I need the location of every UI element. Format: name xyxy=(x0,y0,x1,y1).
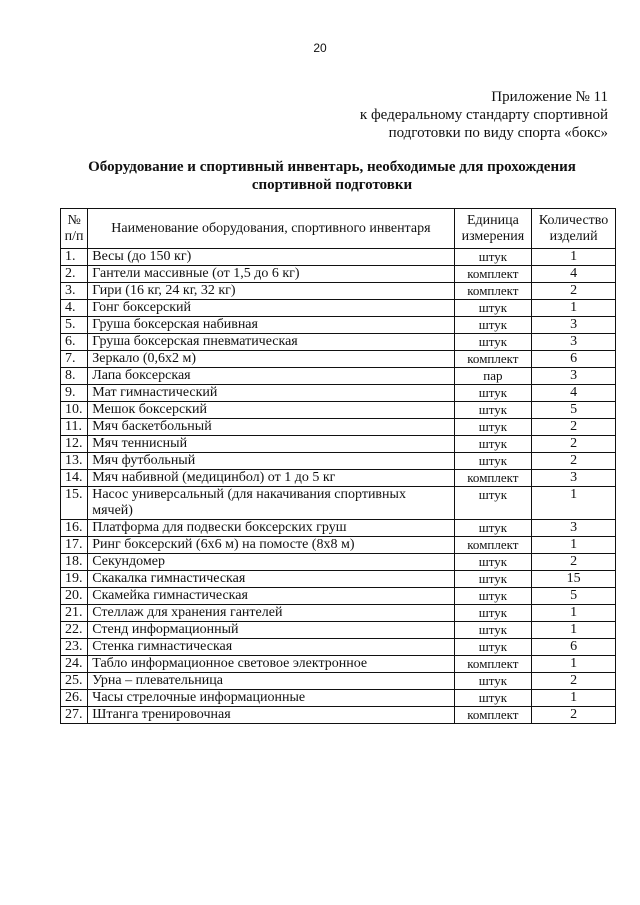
item-unit: штук xyxy=(454,300,532,317)
item-quantity: 1 xyxy=(532,249,616,266)
row-number: 24. xyxy=(61,656,88,673)
row-number: 9. xyxy=(61,385,88,402)
item-unit: комплект xyxy=(454,283,532,300)
table-row xyxy=(61,487,616,520)
table-row xyxy=(61,283,616,300)
item-unit: пар xyxy=(454,368,532,385)
item-name: Секундомер xyxy=(88,554,454,571)
appendix-header xyxy=(248,88,608,142)
title-line-1: Оборудование и спортивный инвентарь, необходимые для прохождения xyxy=(88,159,576,175)
table-row xyxy=(61,368,616,385)
row-number: 27. xyxy=(61,707,88,724)
row-number: 11. xyxy=(61,419,88,436)
item-unit: комплект xyxy=(454,266,532,283)
item-name: Стенд информационный xyxy=(88,622,454,639)
item-unit: комплект xyxy=(454,707,532,724)
row-number: 18. xyxy=(61,554,88,571)
item-name: Мат гимнастический xyxy=(88,385,454,402)
table-row xyxy=(61,334,616,351)
item-quantity: 3 xyxy=(532,520,616,537)
table-body xyxy=(61,249,616,724)
table-row xyxy=(61,690,616,707)
table-row xyxy=(61,436,616,453)
item-name: Урна – плевательница xyxy=(88,673,454,690)
table-row xyxy=(61,537,616,554)
item-name: Скамейка гимнастическая xyxy=(88,588,454,605)
item-unit: штук xyxy=(454,690,532,707)
row-number: 26. xyxy=(61,690,88,707)
item-quantity: 4 xyxy=(532,385,616,402)
table-row xyxy=(61,622,616,639)
item-quantity: 3 xyxy=(532,470,616,487)
item-name: Платформа для подвески боксерских груш xyxy=(88,520,454,537)
row-number: 3. xyxy=(61,283,88,300)
table-row xyxy=(61,453,616,470)
item-quantity: 1 xyxy=(532,300,616,317)
table-row xyxy=(61,351,616,368)
header-unit xyxy=(454,209,532,249)
row-number: 2. xyxy=(61,266,88,283)
item-name: Гири (16 кг, 24 кг, 32 кг) xyxy=(88,283,454,300)
header-number-line-1: № xyxy=(67,212,81,228)
table-header-row xyxy=(61,209,616,249)
table-row xyxy=(61,639,616,656)
item-unit: штук xyxy=(454,605,532,622)
row-number: 12. xyxy=(61,436,88,453)
table-row xyxy=(61,554,616,571)
table-row xyxy=(61,588,616,605)
document-title xyxy=(62,158,602,194)
item-unit: комплект xyxy=(454,656,532,673)
header-unit-line-2: измерения xyxy=(461,228,525,244)
title-line-2: спортивной подготовки xyxy=(251,177,413,193)
item-quantity: 1 xyxy=(532,622,616,639)
header-number xyxy=(61,209,88,249)
equipment-table xyxy=(60,208,616,724)
item-unit: штук xyxy=(454,520,532,537)
item-quantity: 4 xyxy=(532,266,616,283)
item-quantity: 1 xyxy=(532,487,616,520)
item-unit: штук xyxy=(454,487,532,520)
item-name: Часы стрелочные информационные xyxy=(88,690,454,707)
item-unit: штук xyxy=(454,402,532,419)
row-number: 13. xyxy=(61,453,88,470)
row-number: 20. xyxy=(61,588,88,605)
row-number: 21. xyxy=(61,605,88,622)
row-number: 7. xyxy=(61,351,88,368)
table-row xyxy=(61,470,616,487)
row-number: 10. xyxy=(61,402,88,419)
item-quantity: 2 xyxy=(532,707,616,724)
row-number: 8. xyxy=(61,368,88,385)
item-quantity: 3 xyxy=(532,317,616,334)
item-name: Скакалка гимнастическая xyxy=(88,571,454,588)
item-quantity: 1 xyxy=(532,537,616,554)
item-unit: штук xyxy=(454,571,532,588)
row-number: 25. xyxy=(61,673,88,690)
item-quantity: 6 xyxy=(532,351,616,368)
item-name: Табло информационное световое электронное xyxy=(88,656,454,673)
table-row xyxy=(61,707,616,724)
table-row xyxy=(61,266,616,283)
item-name: Груша боксерская набивная xyxy=(88,317,454,334)
item-quantity: 2 xyxy=(532,673,616,690)
table-row xyxy=(61,571,616,588)
row-number: 19. xyxy=(61,571,88,588)
item-name: Ринг боксерский (6х6 м) на помосте (8х8 м) xyxy=(88,537,454,554)
table-row xyxy=(61,249,616,266)
item-quantity: 5 xyxy=(532,588,616,605)
header-unit-line-1: Единица xyxy=(466,212,519,228)
header-name: Наименование оборудования, спортивного инвентаря xyxy=(88,209,454,249)
row-number: 15. xyxy=(61,487,88,520)
item-quantity: 2 xyxy=(532,554,616,571)
header-quantity xyxy=(532,209,616,249)
item-unit: штук xyxy=(454,453,532,470)
item-quantity: 1 xyxy=(532,656,616,673)
item-name: Зеркало (0,6х2 м) xyxy=(88,351,454,368)
item-quantity: 1 xyxy=(532,605,616,622)
row-number: 1. xyxy=(61,249,88,266)
item-quantity: 5 xyxy=(532,402,616,419)
table-row xyxy=(61,419,616,436)
item-quantity: 2 xyxy=(532,436,616,453)
item-name: Лапа боксерская xyxy=(88,368,454,385)
item-name: Штанга тренировочная xyxy=(88,707,454,724)
item-unit: штук xyxy=(454,334,532,351)
item-quantity: 3 xyxy=(532,334,616,351)
row-number: 5. xyxy=(61,317,88,334)
appendix-line-1: Приложение № 11 xyxy=(491,89,608,105)
item-quantity: 15 xyxy=(532,571,616,588)
row-number: 22. xyxy=(61,622,88,639)
item-name: Мяч баскетбольный xyxy=(88,419,454,436)
table-row xyxy=(61,605,616,622)
item-quantity: 2 xyxy=(532,419,616,436)
item-quantity: 2 xyxy=(532,283,616,300)
table-row xyxy=(61,385,616,402)
item-unit: комплект xyxy=(454,537,532,554)
item-name: Груша боксерская пневматическая xyxy=(88,334,454,351)
table-row xyxy=(61,300,616,317)
appendix-line-3: подготовки по виду спорта «бокс» xyxy=(388,125,608,141)
item-name: Весы (до 150 кг) xyxy=(88,249,454,266)
item-quantity: 3 xyxy=(532,368,616,385)
item-unit: штук xyxy=(454,554,532,571)
header-quantity-line-1: Количество xyxy=(538,212,609,228)
item-unit: штук xyxy=(454,385,532,402)
item-name: Мяч теннисный xyxy=(88,436,454,453)
row-number: 6. xyxy=(61,334,88,351)
item-unit: штук xyxy=(454,317,532,334)
item-name: Мешок боксерский xyxy=(88,402,454,419)
item-unit: штук xyxy=(454,436,532,453)
table-row xyxy=(61,317,616,334)
row-number: 23. xyxy=(61,639,88,656)
row-number: 4. xyxy=(61,300,88,317)
table-row xyxy=(61,656,616,673)
item-unit: комплект xyxy=(454,351,532,368)
header-number-line-2: п/п xyxy=(64,228,84,244)
item-name: Гонг боксерский xyxy=(88,300,454,317)
item-name: Стеллаж для хранения гантелей xyxy=(88,605,454,622)
item-quantity: 1 xyxy=(532,690,616,707)
item-unit: штук xyxy=(454,673,532,690)
header-quantity-line-2: изделий xyxy=(549,228,598,244)
page-number: 20 xyxy=(313,41,327,55)
row-number: 16. xyxy=(61,520,88,537)
item-name: Насос универсальный (для накачивания спортивных мячей) xyxy=(88,487,454,520)
item-unit: штук xyxy=(454,588,532,605)
item-name: Мяч футбольный xyxy=(88,453,454,470)
table-row xyxy=(61,402,616,419)
row-number: 17. xyxy=(61,537,88,554)
item-unit: штук xyxy=(454,249,532,266)
item-unit: штук xyxy=(454,639,532,656)
item-unit: штук xyxy=(454,419,532,436)
appendix-line-2: к федеральному стандарту спортивной xyxy=(359,107,608,123)
item-quantity: 2 xyxy=(532,453,616,470)
item-name: Гантели массивные (от 1,5 до 6 кг) xyxy=(88,266,454,283)
item-unit: штук xyxy=(454,622,532,639)
item-name: Стенка гимнастическая xyxy=(88,639,454,656)
table-row xyxy=(61,673,616,690)
item-name: Мяч набивной (медицинбол) от 1 до 5 кг xyxy=(88,470,454,487)
item-unit: комплект xyxy=(454,470,532,487)
item-quantity: 6 xyxy=(532,639,616,656)
row-number: 14. xyxy=(61,470,88,487)
table-row xyxy=(61,520,616,537)
